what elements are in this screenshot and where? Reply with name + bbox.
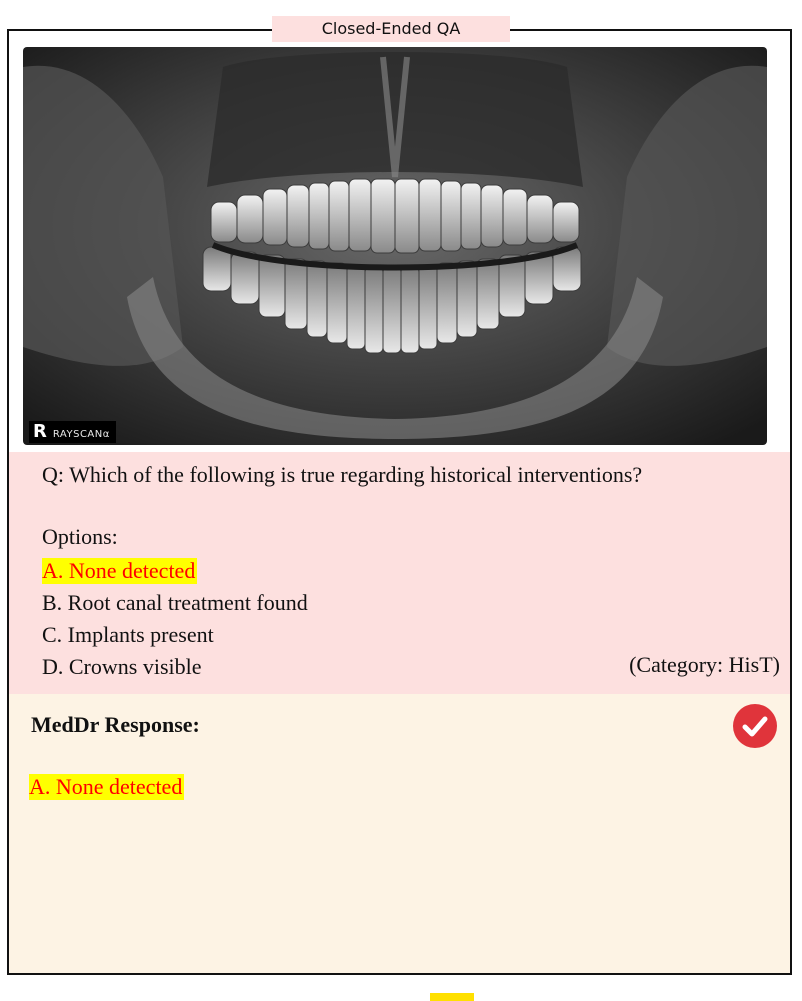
option-b: B. Root canal treatment found <box>42 590 308 615</box>
option-c: C. Implants present <box>42 622 214 647</box>
response-answer: A. None detected <box>29 774 183 799</box>
option-a: A. None detected <box>42 558 196 583</box>
question-text: Q: Which of the following is true regarding historical interventions? <box>42 462 643 487</box>
page-title: Closed-Ended QA <box>272 16 510 42</box>
options-label: Options: <box>42 524 118 549</box>
option-d: D. Crowns visible <box>42 654 202 679</box>
rayscan-logo: R RAYSCANα <box>29 421 116 443</box>
category-label: (Category: HisT) <box>629 652 780 677</box>
yellow-marker <box>430 993 474 1001</box>
panoramic-xray-image <box>23 47 767 445</box>
response-title: MedDr Response: <box>31 712 200 737</box>
xray-drawing <box>23 47 767 445</box>
response-panel <box>9 694 790 973</box>
check-circle-icon <box>733 704 777 748</box>
question-panel <box>9 452 790 694</box>
